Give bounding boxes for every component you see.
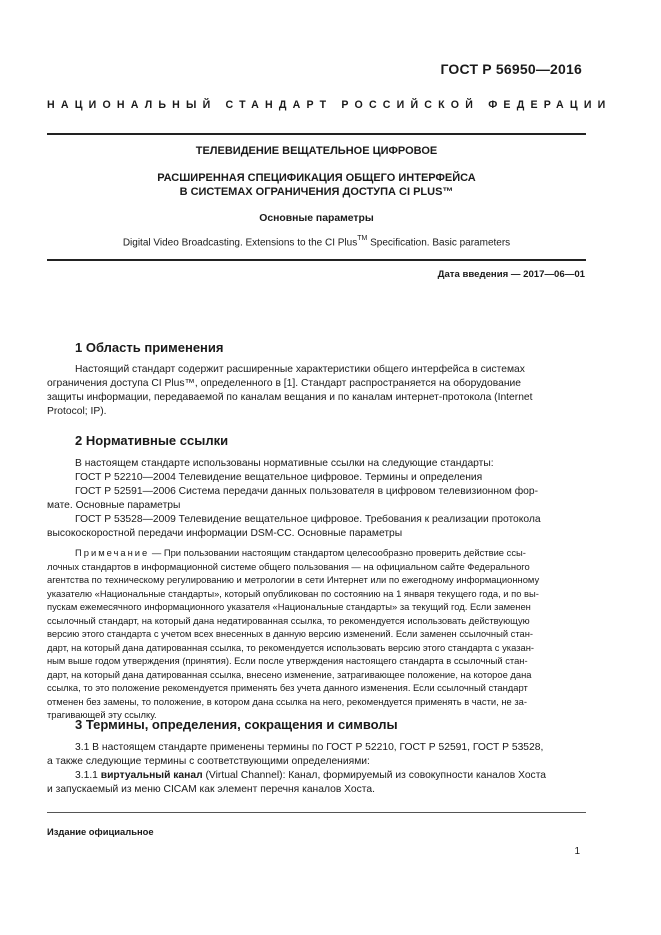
text-line: ограничения доступа CI Plus™, определенного в [1]. Стандарт распространяется на оборудование xyxy=(47,378,522,389)
subtitle-line: РАСШИРЕННАЯ СПЕЦИФИКАЦИЯ ОБЩЕГО ИНТЕРФЕЙСА xyxy=(157,172,476,184)
term-definition: (Virtual Channel): Канал, формируемый из совокупности каналов Хоста xyxy=(202,770,547,781)
note-label: Примечание xyxy=(75,547,150,558)
section-3-heading: 3 Термины, определения, сокращения и символы xyxy=(75,717,398,732)
note-line: лочных стандартов в информационной системе общего пользования — на официальном сайте Федерального xyxy=(47,560,530,572)
text-line: Настоящий стандарт содержит расширенные характеристики общего интерфейса в системах xyxy=(75,364,525,375)
note-line: указателю «Национальные стандарты», который опубликован по состоянию на 1 января текущего года, и по вы- xyxy=(47,587,539,599)
section-2-text xyxy=(47,457,586,541)
text-line: В настоящем стандарте использованы нормативные ссылки на следующие стандарты: xyxy=(75,458,494,469)
note-line: дарт, на который дана датированная ссылка, внесено изменение, затрагивающее положение, на которое дана xyxy=(47,668,532,680)
title-divider xyxy=(47,259,586,261)
text-line: защиты информации, передаваемой по каналам вещания и по каналам интернет-протокола (Internet xyxy=(47,392,533,403)
note-block xyxy=(47,546,586,722)
note-line: ссылочный стандарт, на который дана недатированная ссылка, то рекомендуется использовать действующую xyxy=(47,614,530,626)
footer-divider xyxy=(47,812,586,813)
text-line: а также следующие термины с соответствующими определениями: xyxy=(47,756,370,767)
english-title xyxy=(47,236,586,248)
term-name: виртуальный канал xyxy=(100,770,203,781)
note-text: — При пользовании настоящим стандартом целесообразно проверить действие ссы- xyxy=(149,547,526,558)
section-3-text xyxy=(47,741,586,797)
english-title-part: Specification. Basic parameters xyxy=(367,237,511,249)
text-line: ГОСТ Р 52591—2006 Система передачи данных пользователя в цифровом телевизионном фор- xyxy=(75,486,539,497)
text-line: Protocol; IP). xyxy=(47,406,107,417)
introduction-date: Дата введения — 2017—06—01 xyxy=(437,269,585,280)
text-line: ГОСТ Р 52210—2004 Телевидение вещательное цифровое. Термины и определения xyxy=(75,472,483,483)
section-2-heading: 2 Нормативные ссылки xyxy=(75,433,229,448)
document-title: ТЕЛЕВИДЕНИЕ ВЕЩАТЕЛЬНОЕ ЦИФРОВОЕ xyxy=(195,145,438,157)
term-number: 3.1.1 xyxy=(75,770,101,781)
text-line: высокоскоростной передачи информации DSM-CC. Основные параметры xyxy=(47,528,403,539)
text-line: и запускаемый из меню CICAM как элемент перечня каналов Хоста. xyxy=(47,784,375,795)
subtitle-line: В СИСТЕМАХ ОГРАНИЧЕНИЯ ДОСТУПА CI PLUS™ xyxy=(179,186,454,198)
note-line: трагивающей эту ссылку. xyxy=(47,709,157,720)
document-code: ГОСТ Р 56950—2016 xyxy=(440,61,582,77)
note-line: агентства по техническому регулированию и метрологии в сети Интернет или по ежегодному информационному xyxy=(47,574,540,585)
text-line: ГОСТ Р 53528—2009 Телевидение вещательное цифровое. Требования к реализации протокола xyxy=(75,514,541,525)
national-standard-banner: НАЦИОНАЛЬНЫЙ СТАНДАРТ РОССИЙСКОЙ ФЕДЕРАЦИИ xyxy=(47,99,612,111)
note-line: пускам ежемесячного информационного указателя «Национальные стандарты» за текущий год. Если заменен xyxy=(47,601,531,612)
text-line xyxy=(47,769,586,783)
trademark-sup: TM xyxy=(357,235,368,242)
section-1-text xyxy=(47,363,586,419)
basic-parameters-label: Основные параметры xyxy=(259,213,374,224)
edition-label: Издание официальное xyxy=(47,826,154,837)
note-line: дарт, на который дана датированная ссылка, то рекомендуется использовать версию этого стандарта с указан- xyxy=(47,641,535,653)
note-line: ным выше годом утверждения (принятия). Если после утверждения настоящего стандарта в ссылочный стан- xyxy=(47,655,528,666)
top-divider xyxy=(47,133,586,135)
section-1-heading: 1 Область применения xyxy=(75,340,224,355)
text-line: 3.1 В настоящем стандарте применены термины по ГОСТ Р 52210, ГОСТ Р 52591, ГОСТ Р 53528, xyxy=(75,742,544,753)
text-line: мате. Основные параметры xyxy=(47,500,181,511)
page-number: 1 xyxy=(574,846,580,857)
note-line: отменен без замены, то положение, в котором дана ссылка на него, рекомендуется применять в части, не за- xyxy=(47,695,527,707)
note-line: версию этого стандарта с учетом всех внесенных в данную версию изменений. Если заменен ссылочный стан- xyxy=(47,628,534,639)
document-subtitle xyxy=(47,171,586,199)
note-line: ссылка, то это положение рекомендуется применять без учета данного изменения. Если ссылочный стандарт xyxy=(47,682,528,693)
note-line xyxy=(47,546,586,560)
english-title-part: Digital Video Broadcasting. Extensions to the CI Plus xyxy=(122,237,358,249)
